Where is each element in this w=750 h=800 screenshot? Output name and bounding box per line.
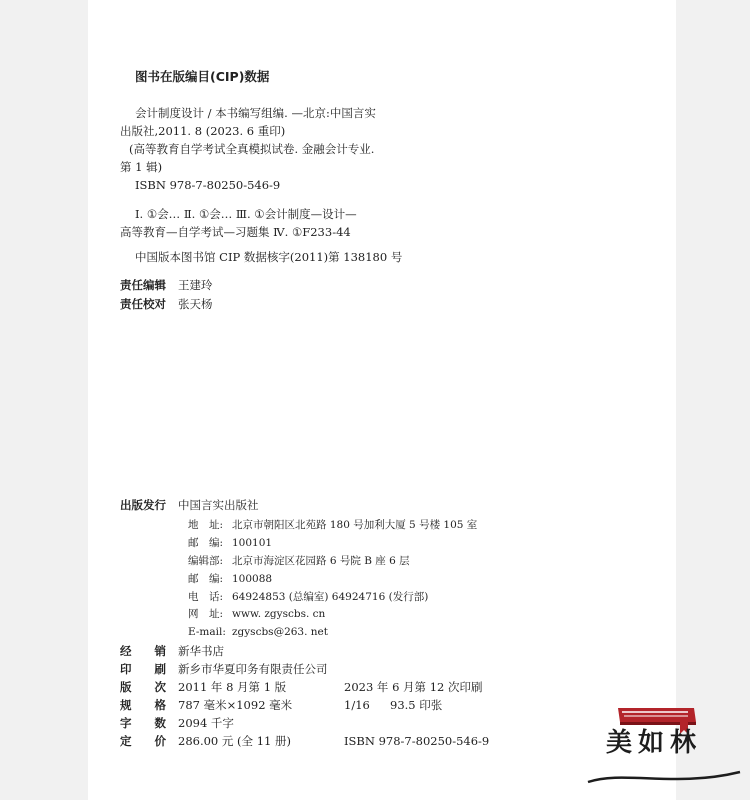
cip-series-continued: 第 1 辑): [120, 160, 163, 174]
edition-value: 2011 年 8 月第 1 版: [178, 680, 287, 694]
cip-classification-continued: 高等教育—自学考试—习题集 Ⅳ. ①F233-44: [120, 225, 351, 239]
cip-record-number: 中国版本图书馆 CIP 数据核字(2011)第 138180 号: [135, 250, 403, 264]
editor-name: 王建玲: [178, 278, 213, 292]
format-fraction: 1/16: [344, 698, 370, 712]
format-label: 规格: [120, 698, 166, 712]
address-value: 北京市朝阳区北苑路 180 号加利大厦 5 号楼 105 室: [232, 519, 478, 531]
postcode-value: 100101: [232, 537, 273, 549]
publisher-label: 出版发行: [120, 498, 166, 512]
printer-value: 新乡市华夏印务有限责任公司: [178, 662, 328, 676]
printing-value: 2023 年 6 月第 12 次印刷: [344, 680, 483, 694]
cip-publisher-line: 出版社,2011. 8 (2023. 6 重印): [120, 124, 286, 138]
email-label: E-mail:: [188, 626, 226, 638]
distributor-label: 经销: [120, 644, 166, 658]
phone-value: 64924853 (总编室) 64924716 (发行部): [232, 591, 429, 603]
format-value: 787 毫米×1092 毫米: [178, 698, 293, 712]
proofreader-label: 责任校对: [120, 297, 166, 311]
editorial-office-value: 北京市海淀区花园路 6 号院 B 座 6 层: [232, 555, 410, 567]
cip-series-line: (高等教育自学考试全真模拟试卷. 金融会计专业.: [129, 142, 375, 156]
phone-label: 电 话:: [188, 591, 224, 603]
postcode-label: 邮 编:: [188, 573, 224, 585]
cip-isbn: ISBN 978-7-80250-546-9: [135, 178, 281, 192]
sheet-count: 93.5 印张: [390, 698, 443, 712]
word-count-value: 2094 千字: [178, 716, 234, 730]
price-label: 定价: [120, 734, 166, 748]
imprint-isbn: ISBN 978-7-80250-546-9: [344, 734, 490, 748]
postcode-label: 邮 编:: [188, 537, 224, 549]
edition-label: 版次: [120, 680, 166, 694]
distributor-value: 新华书店: [178, 644, 224, 658]
word-count-label: 字数: [120, 716, 166, 730]
editorial-office-label: 编辑部:: [188, 555, 224, 567]
editor-label: 责任编辑: [120, 278, 166, 292]
printer-label: 印刷: [120, 662, 166, 676]
email-value: zgyscbs@263. net: [232, 626, 328, 638]
proofreader-name: 张天杨: [178, 297, 213, 311]
logo-wordmark: 美如林: [606, 728, 703, 758]
publisher-name: 中国言实出版社: [178, 498, 259, 512]
cip-title-line: 会计制度设计 / 本书编写组编. —北京:中国言实: [135, 106, 376, 120]
cip-classification-line: Ⅰ. ①会… Ⅱ. ①会… Ⅲ. ①会计制度—设计—: [135, 207, 357, 221]
address-label: 地 址:: [188, 519, 224, 531]
price-value: 286.00 元 (全 11 册): [178, 734, 291, 748]
cip-heading: 图书在版编目(CIP)数据: [135, 69, 270, 84]
website-label: 网 址:: [188, 608, 224, 620]
postcode-value: 100088: [232, 573, 273, 585]
website-value: www. zgyscbs. cn: [232, 608, 326, 620]
